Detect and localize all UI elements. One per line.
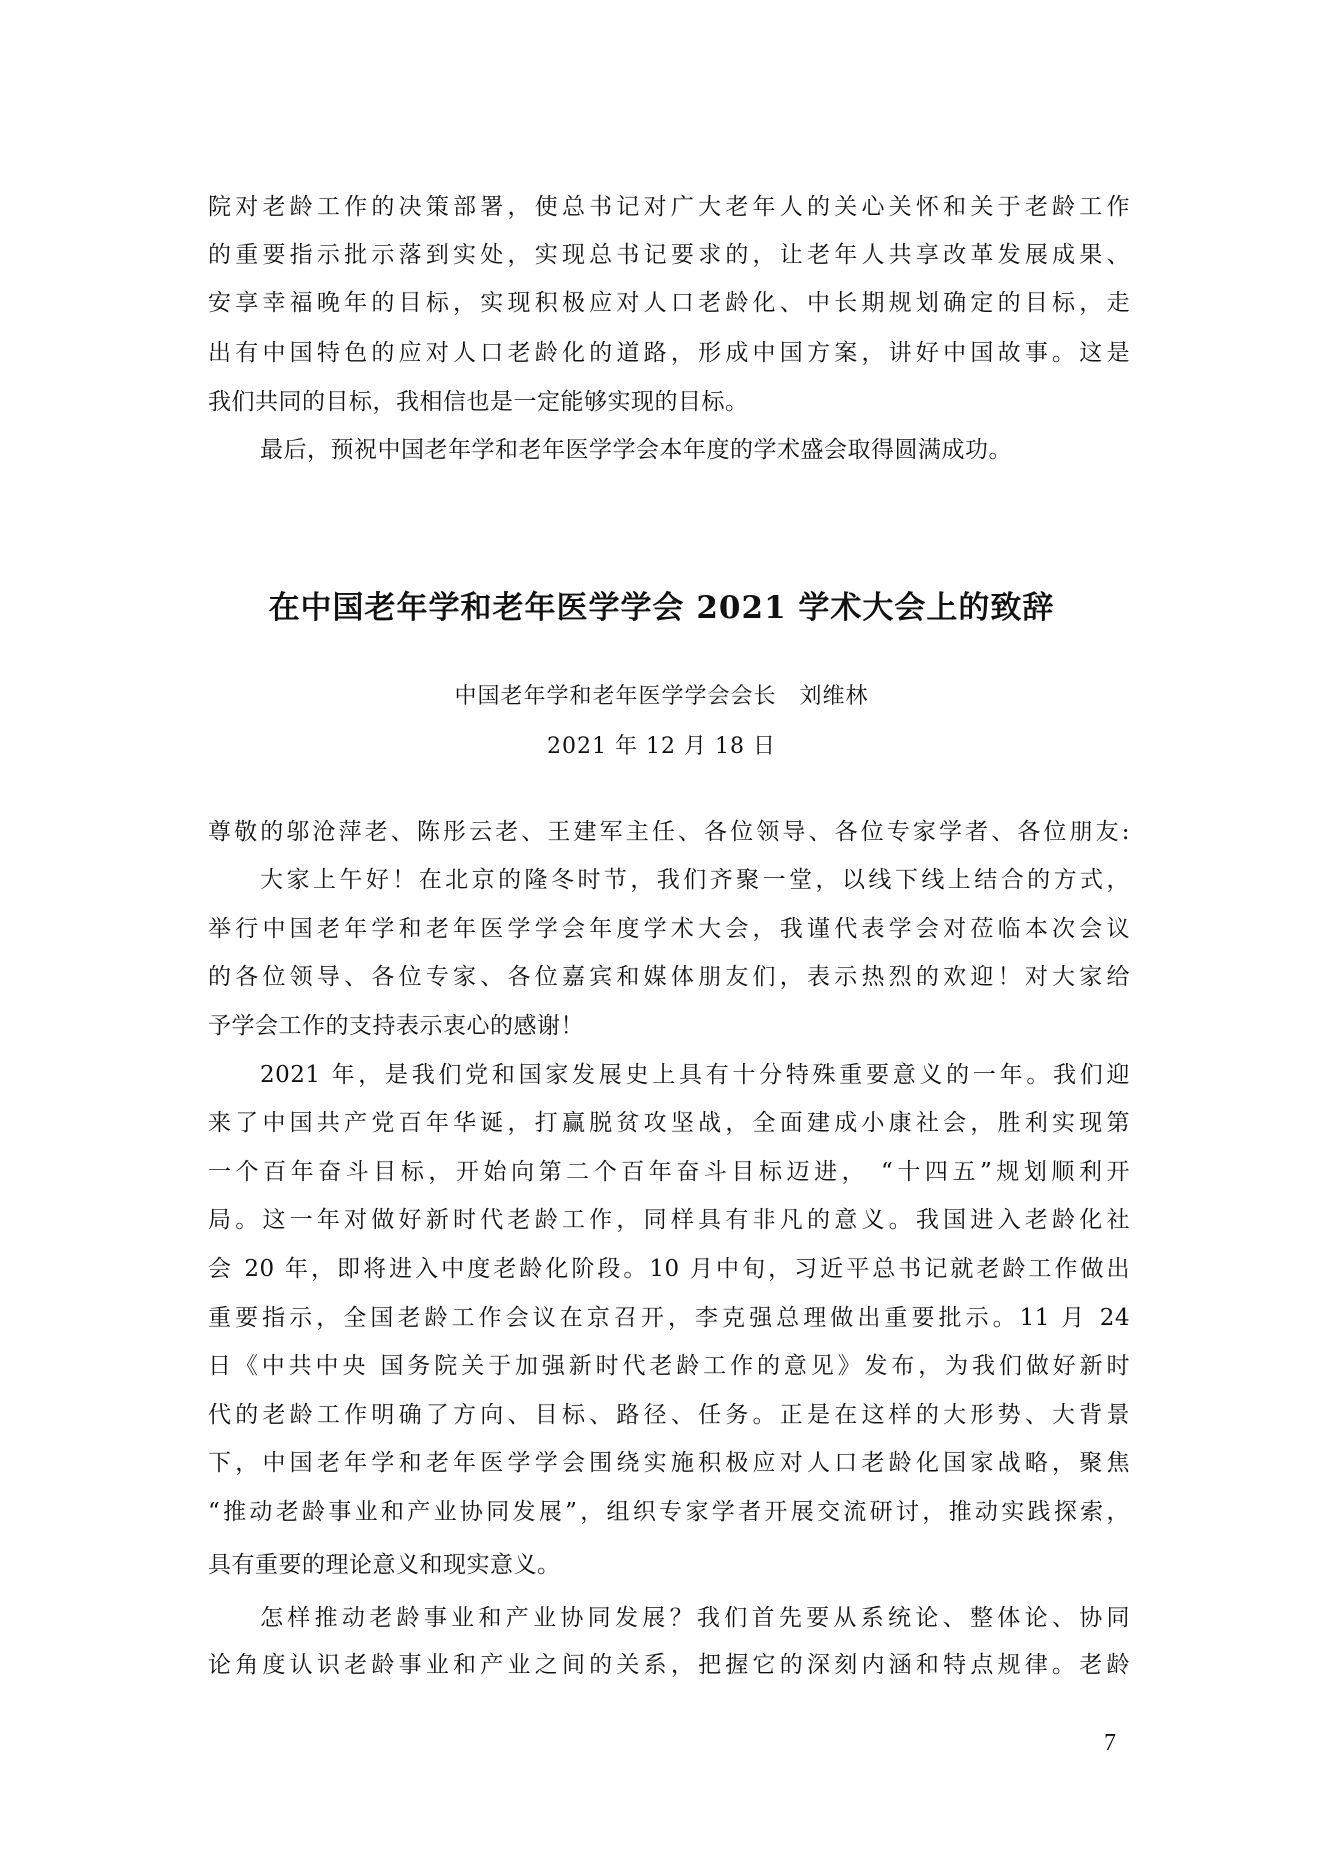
- body-line: 一个百年奋斗目标，开始向第二个百年奋斗目标迈进， “十四五”规划顺利开: [208, 1159, 1130, 1185]
- article-date: 2021 年 12 月 18 日: [547, 734, 776, 759]
- body-line: 来了中国共产党百年华诞，打赢脱贫攻坚战，全面建成小康社会，胜利实现第: [208, 1110, 1130, 1136]
- body-line: 的重要指示批示落到实处，实现总书记要求的，让老年人共享改革发展成果、: [208, 242, 1130, 268]
- salutation: 尊敬的邬沧萍老、陈彤云老、王建军主任、各位领导、各位专家学者、各位朋友:: [208, 819, 1130, 845]
- body-line: 我们共同的目标，我相信也是一定能够实现的目标。: [208, 389, 749, 415]
- body-line: 具有重要的理论意义和现实意义。: [208, 1552, 561, 1578]
- article-title: 在中国老年学和老年医学学会 2021 学术大会上的致辞: [268, 590, 1055, 626]
- body-line: 予学会工作的支持表示衷心的感谢！: [208, 1013, 584, 1039]
- body-line: 日《中共中央 国务院关于加强新时代老龄工作的意见》发布，为我们做好新时: [208, 1353, 1130, 1379]
- body-line: 下，中国老年学和老年医学学会围绕实施积极应对人口老龄化国家战略，聚焦: [208, 1450, 1130, 1476]
- article-author: 中国老年学和老年医学学会会长 刘维林: [454, 684, 869, 709]
- body-line: 会 20 年，即将进入中度老龄化阶段。10 月中旬，习近平总书记就老龄工作做出: [208, 1256, 1130, 1282]
- body-line: 院对老龄工作的决策部署，使总书记对广大老年人的关心关怀和关于老龄工作: [208, 194, 1130, 220]
- body-line: 论角度认识老龄事业和产业之间的关系，把握它的深刻内涵和特点规律。老龄: [208, 1652, 1130, 1678]
- body-line: 重要指示，全国老龄工作会议在京召开，李克强总理做出重要批示。11 月 24: [208, 1305, 1130, 1331]
- body-line: 2021 年，是我们党和国家发展史上具有十分特殊重要意义的一年。我们迎: [260, 1062, 1130, 1088]
- body-line: 怎样推动老龄事业和产业协同发展？我们首先要从系统论、整体论、协同: [260, 1605, 1130, 1631]
- body-line: 的各位领导、各位专家、各位嘉宾和媒体朋友们，表示热烈的欢迎！对大家给: [208, 964, 1130, 990]
- body-line: 代的老龄工作明确了方向、目标、路径、任务。正是在这样的大形势、大背景: [208, 1402, 1130, 1428]
- body-line: “推动老龄事业和产业协同发展”，组织专家学者开展交流研讨，推动实践探索，: [208, 1499, 1130, 1525]
- closing-paragraph: 最后，预祝中国老年学和老年医学学会本年度的学术盛会取得圆满成功。: [260, 437, 1012, 463]
- body-line: 出有中国特色的应对人口老龄化的道路，形成中国方案，讲好中国故事。这是: [208, 340, 1130, 366]
- body-line: 安享幸福晚年的目标，实现积极应对人口老龄化、中长期规划确定的目标，走: [208, 290, 1130, 316]
- body-line: 举行中国老年学和老年医学学会年度学术大会，我谨代表学会对莅临本次会议: [208, 916, 1130, 942]
- page-number: 7: [1104, 1730, 1116, 1756]
- body-line: 局。这一年对做好新时代老龄工作，同样具有非凡的意义。我国进入老龄化社: [208, 1207, 1130, 1233]
- body-line: 大家上午好！在北京的隆冬时节，我们齐聚一堂，以线下线上结合的方式，: [260, 867, 1130, 893]
